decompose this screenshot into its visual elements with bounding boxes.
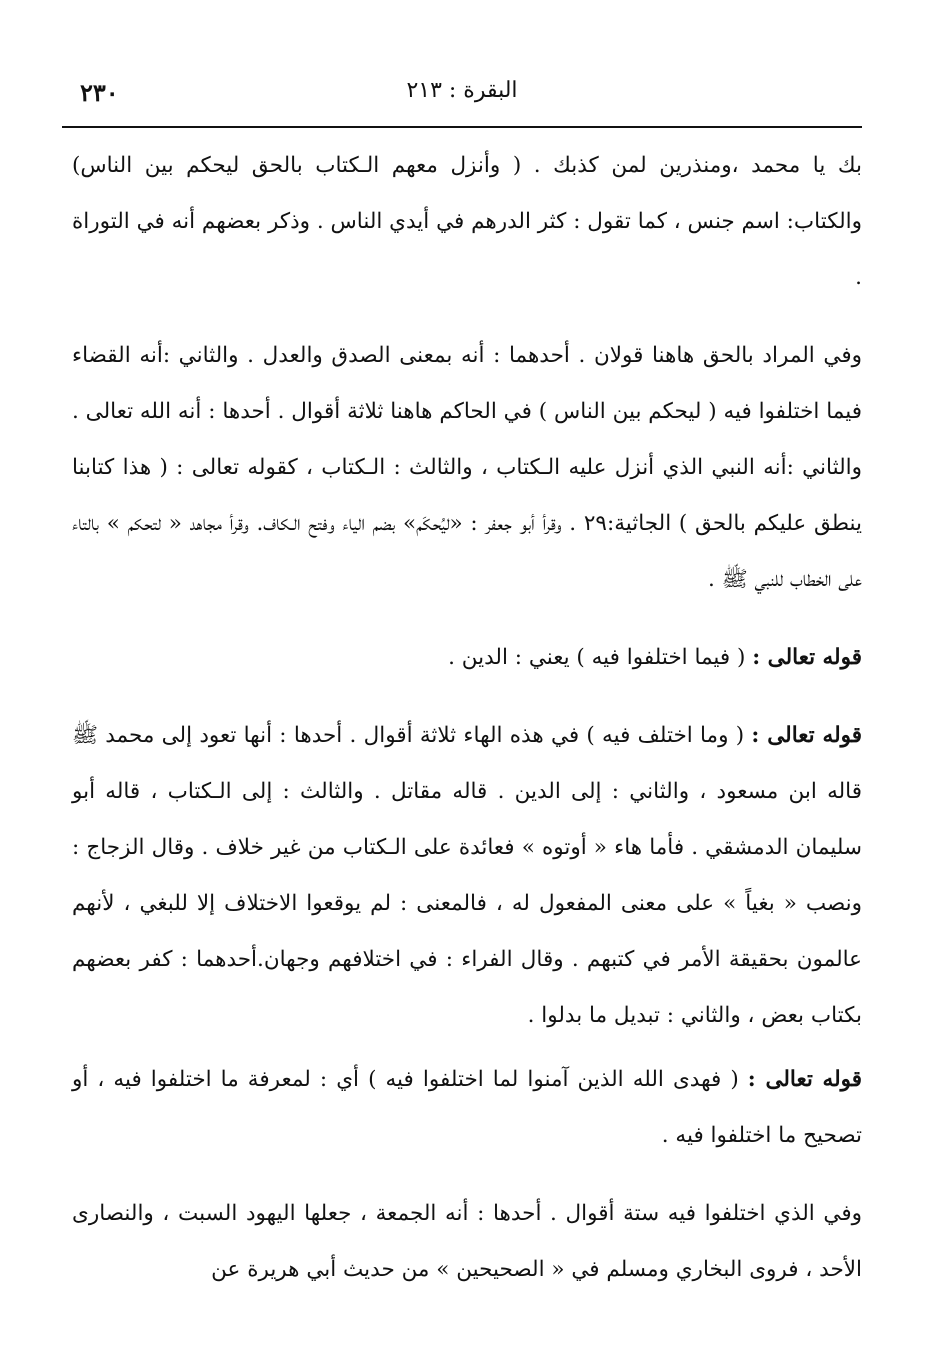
page-header	[62, 78, 862, 118]
paragraph	[72, 1052, 862, 1164]
paragraph-lead: قوله تعالى :	[752, 645, 862, 670]
paragraph-lead: قوله تعالى :	[751, 723, 862, 748]
running-head: البقرة : ٢١٣	[406, 78, 518, 103]
body-text	[72, 138, 862, 1298]
paragraph-text: ( وما اختلف فيه ) في هذه الهاء ثلاثة أقوال . أحدها : أنها تعود إلى محمد ﷺ قاله ابن مسعود ، والثاني : إلى الدين . قاله مقاتل . والثالث : إلى الـكتاب ، قاله أبو سليمان الدمشقي . فأما هاء « أوتوه » فعائدة على الـكتاب من غير خلاف . وقال الزجاج : ونصب « بغياً » على معنى المفعول له ، فالمعنى : لم يوقعوا الاختلاف إلا للبغي ، لأنهم عالمون بحقيقة الأمر في كتبهم . وقال الفراء : في اختلافهم وجهان.أحدهما : كفر بعضهم بكتاب بعض ، والثاني : تبديل ما بدلوا .	[72, 723, 862, 1028]
paragraph	[72, 630, 862, 686]
paragraph-text: وفي المراد بالحق هاهنا قولان . أحدهما : أنه بمعنى الصدق والعدل . والثاني :أنه القضاء فيما اختلفوا فيه ( ليحكم بين الناس ) في الحاكم هاهنا ثلاثة أقوال . أحدها : أنه الله تعالى . والثاني :أنه النبي الذي أنزل عليه الـكتاب ، والثالث : الـكتاب ، كقوله تعالى : ( هذا كتابنا ينطق عليكم بالحق ) الجاثية:٢٩ . وقرأ أبو جعفر : «ليُحكَم» بضم الياء وفتح الـكاف. وقرأ مجاهد « لتحكم » بالتاء على الخطاب للنبي ﷺ .	[72, 343, 862, 592]
paragraph-text: ( فيما اختلفوا فيه ) يعني : الدين .	[448, 645, 753, 670]
header-rule	[62, 126, 862, 128]
paragraph	[72, 708, 862, 1044]
paragraph-text: ( فهدى الله الذين آمنوا لما اختلفوا فيه ) أي : لمعرفة ما اختلفوا فيه ، أو تصحيح ما اختلفوا فيه .	[72, 1067, 862, 1148]
paragraph	[72, 328, 862, 608]
page-number: ٢٣٠	[80, 78, 119, 107]
paragraph	[72, 138, 862, 306]
paragraph	[72, 1186, 862, 1298]
paragraph-text: بك يا محمد ،ومنذرين لمن كذبك . ( وأنزل معهم الـكتاب بالحق ليحكم بين الناس) والكتاب: اسم جنس ، كما تقول : كثر الدرهم في أيدي الناس . وذكر بعضهم أنه في التوراة .	[72, 153, 862, 290]
paragraph-lead: قوله تعالى :	[747, 1067, 863, 1092]
paragraph-text: وفي الذي اختلفوا فيه ستة أقوال . أحدها : أنه الجمعة ، جعلها اليهود السبت ، والنصارى الأحد ، فروى البخاري ومسلم في « الصحيحين » من حديث أبي هريرة عن	[72, 1201, 862, 1282]
